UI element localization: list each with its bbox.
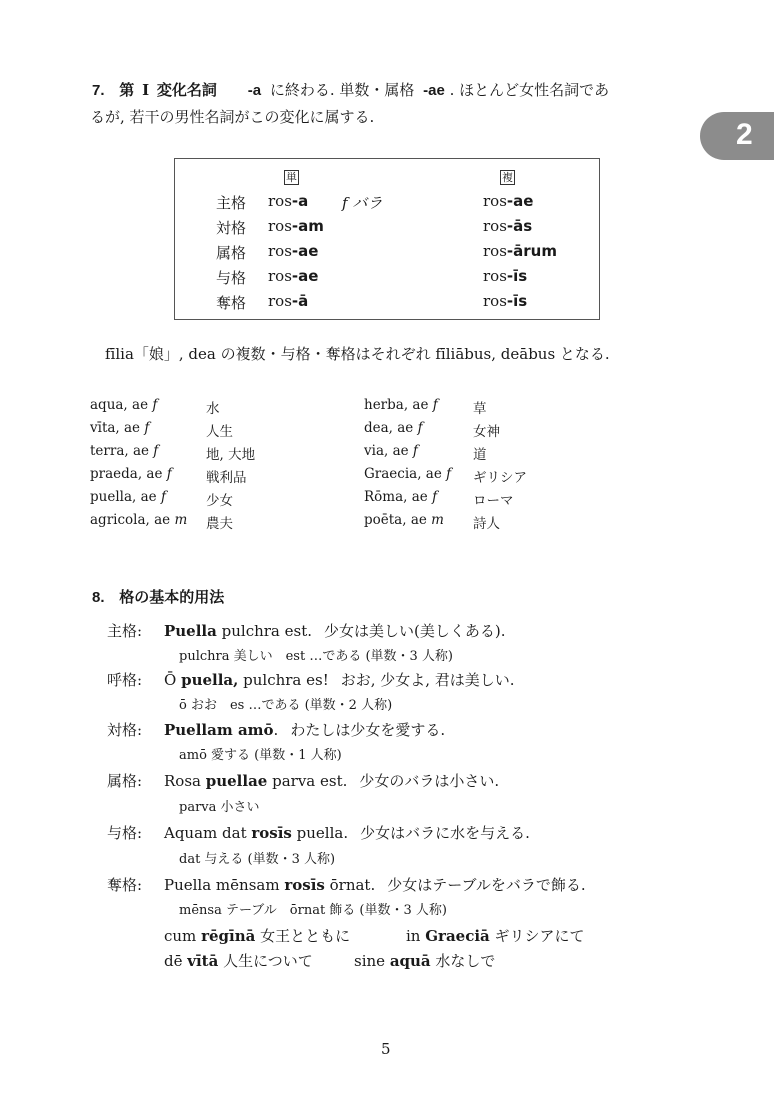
example-dative: Aquam dat rosīs puella. 少女はバラに水を与える. bbox=[164, 824, 530, 842]
case-label-accusative: 対格: bbox=[107, 721, 143, 739]
vocab-word: dea, ae f bbox=[364, 420, 423, 436]
vocab-meaning: 道 bbox=[473, 447, 487, 463]
ablative-phrase: cum rēgīnā 女王とともに bbox=[164, 927, 351, 945]
vocab-word: Graecia, ae f bbox=[364, 466, 452, 482]
case-label: 主格 bbox=[216, 194, 247, 212]
gloss-ablative: mēnsa テーブル ōrnat 飾る (単数・3 人称) bbox=[179, 903, 447, 918]
case-label-ablative: 奪格: bbox=[107, 876, 143, 894]
example-accusative: Puellam amō. わたしは少女を愛する. bbox=[164, 721, 446, 739]
vocab-meaning: ギリシア bbox=[473, 470, 527, 486]
case-label: 対格 bbox=[216, 219, 247, 237]
vocab-meaning: 詩人 bbox=[473, 516, 500, 532]
case-label: 奪格 bbox=[216, 294, 247, 312]
case-label-dative: 与格: bbox=[107, 824, 143, 842]
filia-dea-note: fīlia「娘」, dea の複数・与格・奪格はそれぞれ fīliābus, deābus となる. bbox=[105, 345, 610, 363]
ablative-phrase: in Graeciā ギリシアにて bbox=[406, 927, 585, 945]
vocab-meaning: 女神 bbox=[473, 424, 500, 440]
gloss-accusative: amō 愛する (単数・1 人称) bbox=[179, 748, 342, 763]
case-label: 与格 bbox=[216, 269, 247, 287]
plural-form: ros-īs bbox=[483, 267, 528, 285]
gloss-nominative: pulchra 美しい est …である (単数・3 人称) bbox=[179, 649, 454, 664]
vocab-word: praeda, ae f bbox=[90, 466, 172, 482]
case-label: 属格 bbox=[216, 244, 247, 262]
vocab-word: poēta, ae m bbox=[364, 512, 444, 528]
singular-form: ros-ae bbox=[268, 267, 319, 285]
case-label-vocative: 呼格: bbox=[107, 671, 143, 689]
singular-form: ros-ā bbox=[268, 292, 309, 310]
singular-form: ros-a bbox=[268, 192, 309, 210]
vocab-meaning: 地, 大地 bbox=[206, 447, 256, 463]
plural-form: ros-īs bbox=[483, 292, 528, 310]
example-genitive: Rosa puellae parva est. 少女のバラは小さい. bbox=[164, 772, 500, 790]
vocab-meaning: 農夫 bbox=[206, 516, 233, 532]
gloss-genitive: parva 小さい bbox=[179, 800, 260, 815]
vocab-word: via, ae f bbox=[364, 443, 418, 459]
section8-heading: 8. 格の基本的用法 bbox=[92, 588, 225, 606]
section7-heading: 7. 第 I 変化名詞 -a に終わる. 単数・属格 -ae . ほとんど女性名詞であ bbox=[92, 81, 610, 99]
vocab-word: puella, ae f bbox=[90, 489, 166, 505]
plural-header: 複 bbox=[502, 171, 513, 184]
vocab-word: vīta, ae f bbox=[90, 420, 150, 436]
example-nominative: Puella pulchra est. 少女は美しい(美しくある). bbox=[164, 622, 506, 640]
vocab-meaning: 草 bbox=[473, 401, 487, 417]
gender-note: f バラ bbox=[342, 194, 383, 212]
singular-header: 単 bbox=[286, 171, 297, 184]
vocab-word: terra, ae f bbox=[90, 443, 159, 459]
vocab-word: Rōma, ae f bbox=[364, 489, 438, 505]
gloss-dative: dat 与える (単数・3 人称) bbox=[179, 852, 336, 867]
vocab-meaning: 少女 bbox=[206, 493, 233, 509]
vocab-meaning: ローマ bbox=[473, 493, 514, 509]
chapter-tab bbox=[700, 112, 774, 160]
vocab-word: agricola, ae m bbox=[90, 512, 188, 528]
vocab-meaning: 戦利品 bbox=[206, 470, 247, 486]
vocab-meaning: 水 bbox=[206, 401, 220, 417]
case-label-nominative: 主格: bbox=[107, 622, 143, 640]
example-vocative: Ō puella, pulchra es! おお, 少女よ, 君は美しい. bbox=[164, 671, 515, 689]
vocab-meaning: 人生 bbox=[206, 424, 233, 440]
page-number: 5 bbox=[381, 1040, 391, 1058]
singular-form: ros-am bbox=[268, 217, 324, 235]
ablative-phrase: sine aquā 水なしで bbox=[354, 952, 496, 970]
vocab-word: herba, ae f bbox=[364, 397, 438, 413]
plural-form: ros-ārum bbox=[483, 242, 557, 260]
plural-form: ros-ae bbox=[483, 192, 534, 210]
vocab-word: aqua, ae f bbox=[90, 397, 158, 413]
ablative-phrase: dē vītā 人生について bbox=[164, 952, 313, 970]
case-label-genitive: 属格: bbox=[107, 772, 143, 790]
gloss-vocative: ō おお es …である (単数・2 人称) bbox=[179, 698, 393, 713]
plural-form: ros-ās bbox=[483, 217, 533, 235]
section7-intro-line2: るが, 若干の男性名詞がこの変化に属する. bbox=[90, 108, 375, 126]
singular-form: ros-ae bbox=[268, 242, 319, 260]
chapter-tab-number: 2 bbox=[736, 118, 753, 151]
example-ablative: Puella mēnsam rosīs ōrnat. 少女はテーブルをバラで飾る. bbox=[164, 876, 586, 894]
